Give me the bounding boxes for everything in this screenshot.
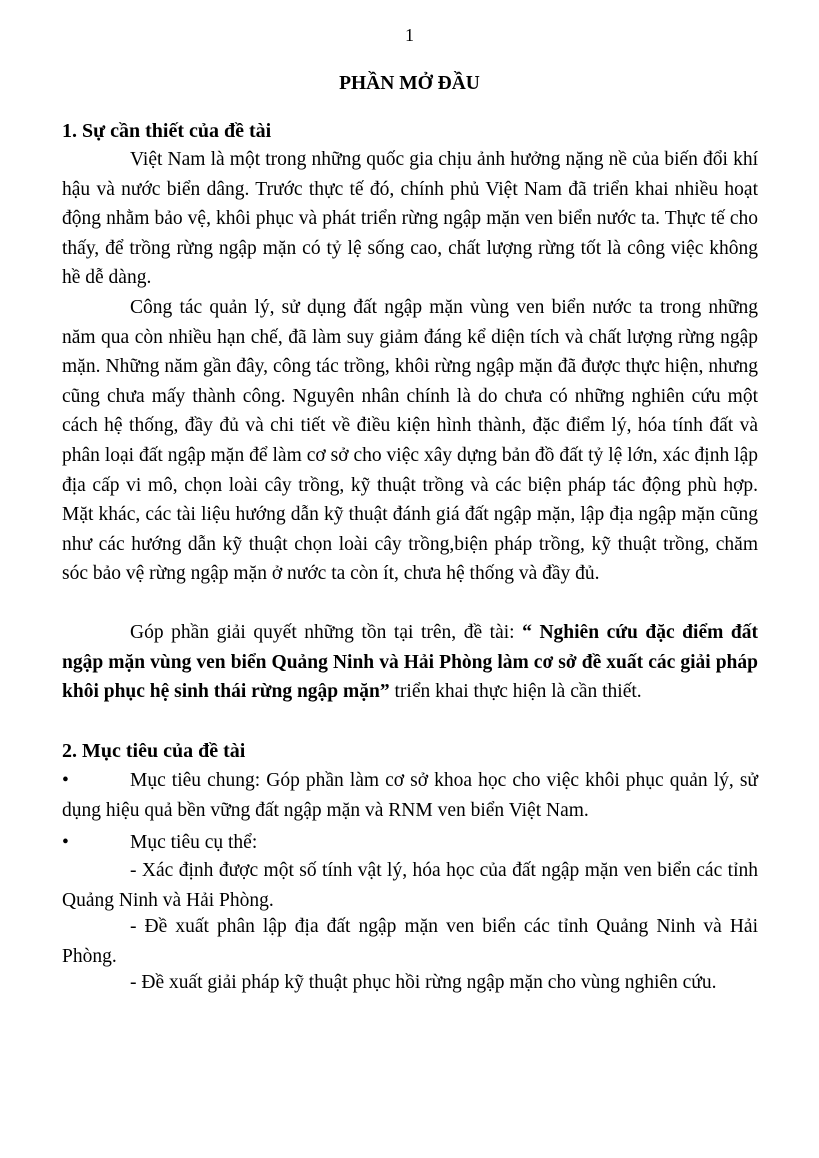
bullet-specific-objectives [62,828,758,858]
specific-objective-3: - Đề xuất giải pháp kỹ thuật phục hồi rừng ngập mặn cho vùng nghiên cứu. [130,972,717,993]
section-1-paragraph-3 [62,618,758,707]
section-1-heading: 1. Sự cần thiết của đề tài [62,120,272,142]
bullet-icon: • [62,832,69,853]
section-1-paragraph-2: Công tác quản lý, sử dụng đất ngập mặn vùng ven biển nước ta trong những năm qua còn nhiều hạn chế, đã làm suy giảm đáng kể diện tích và chất lượng rừng ngập mặn. Những năm gần đây, công tác trồng, khôi rừng ngập mặn đã được thực hiện, nhưng cũng chưa mấy thành công. Nguyên nhân chính là do chưa có những nghiên cứu một cách hệ thống, đầy đủ và chi tiết về điều kiện hình thành, đặc điểm lý, hóa tính đất và phân loại đất ngập mặn để làm cơ sở cho việc xây dựng bản đồ đất tỷ lệ lớn, xác định lập địa cấp vi mô, chọn loài cây trồng, kỹ thuật trồng và các biện pháp tác động phù hợp. Mặt khác, các tài liệu hướng dẫn kỹ thuật đánh giá đất ngập mặn, lập địa ngập mặn cũng như các hướng dẫn kỹ thuật chọn loài cây trồng,biện pháp trồng, kỹ thuật trồng, chăm sóc bảo vệ rừng ngập mặn ở nước ta còn ít, chưa hệ thống và đầy đủ. [62,297,758,585]
paragraph-3-lead: Góp phần giải quyết những tồn tại trên, đề tài: [130,622,523,643]
specific-objective-2: - Đề xuất phân lập địa đất ngập mặn ven biển các tỉnh Quảng Ninh và Hải Phòng. [62,916,758,967]
bullet-general-objective [62,766,758,825]
section-2-heading: 2. Mục tiêu của đề tài [62,740,246,762]
specific-objectives-label: Mục tiêu cụ thể: [130,832,258,853]
paragraph-3-tail: triển khai thực hiện là cần thiết. [389,681,642,703]
project-title: “ Nghiên cứu đặc điểm đất ngập mặn vùng ven biển Quảng Ninh và Hải Phòng làm cơ sở đề xuất các giải pháp khôi phục hệ sinh thái rừng ngập mặn” [62,622,758,703]
section-1-paragraph-1: Việt Nam là một trong những quốc gia chịu ảnh hưởng nặng nề của biến đổi khí hậu và nước biển dâng. Trước thực tế đó, chính phủ Việt Nam đã triển khai nhiều hoạt động nhằm bảo vệ, khôi phục và phát triển rừng ngập mặn ven biển nước ta. Thực tế cho thấy, để trồng rừng ngập mặn có tỷ lệ sống cao, chất lượng rừng tốt là công việc không hề dễ dàng. [62,149,758,289]
specific-objective-1: - Xác định được một số tính vật lý, hóa học của đất ngập mặn ven biển các tỉnh Quảng Ninh và Hải Phòng. [62,860,758,911]
page-number: 1 [405,25,414,45]
bullet-icon: • [62,770,69,791]
page-title: PHẦN MỞ ĐẦU [339,73,480,94]
general-objective-text: Mục tiêu chung: Góp phần làm cơ sở khoa học cho việc khôi phục quản lý, sử dụng hiệu quả bền vững đất ngập mặn và RNM ven biển Việt Nam. [62,770,758,821]
